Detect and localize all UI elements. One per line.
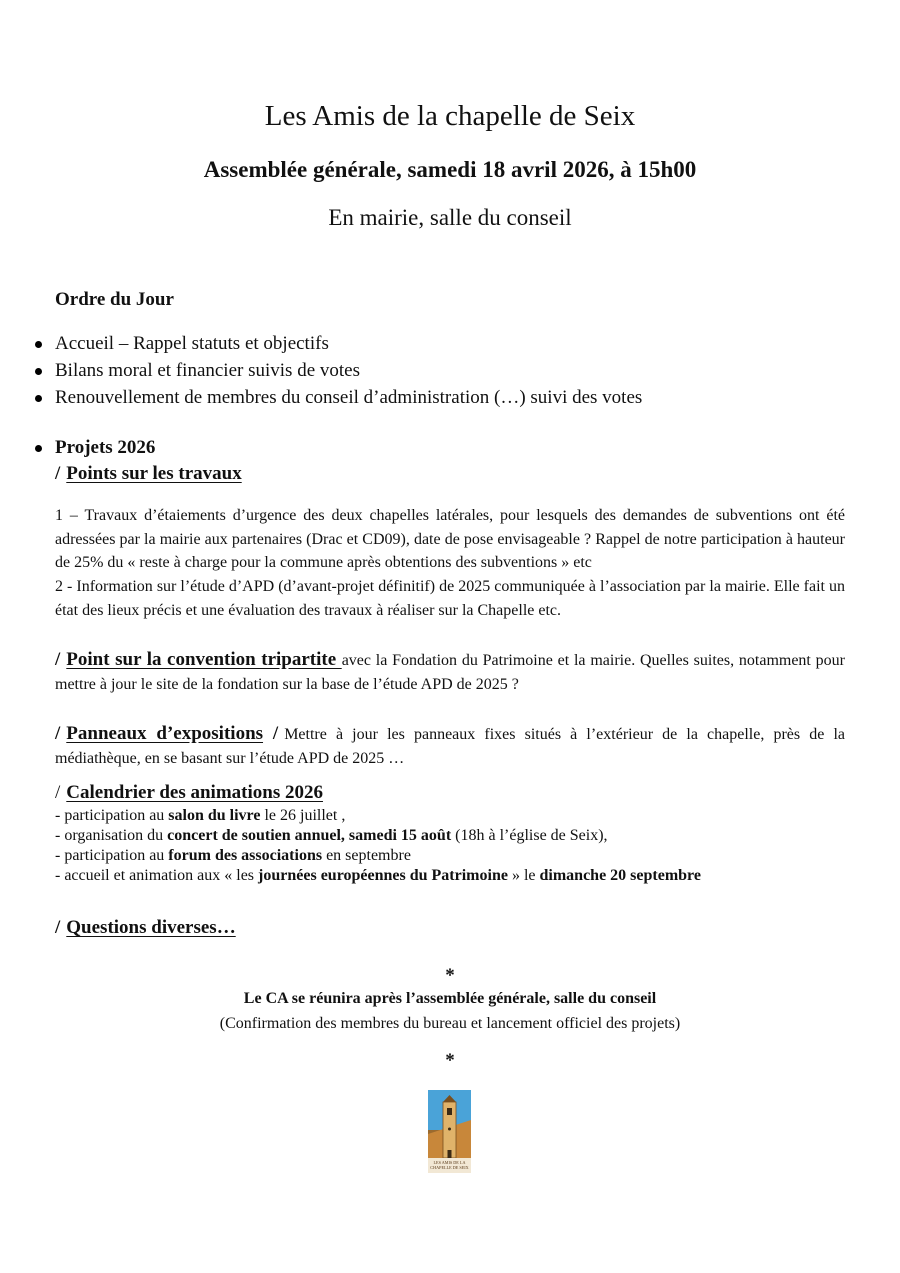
list-item xyxy=(55,846,701,866)
text-bold: salon du livre xyxy=(168,807,261,824)
text-bold: dimanche 20 septembre xyxy=(539,867,701,884)
convention-text: avec la Fondation du Patrimoine et la mairie. Quelles suites, notamment pour mettre à jour le site de la fondation sur la base de l’étude APD de 2025 ? xyxy=(55,652,846,693)
text-bold: forum des associations xyxy=(168,847,323,864)
list-item: Bilans moral et financier suivis de votes xyxy=(55,357,642,384)
document-title: Les Amis de la chapelle de Seix xyxy=(264,100,636,132)
section-title: Point sur la convention tripartite xyxy=(66,649,342,670)
projects-heading: Projets 2026 xyxy=(55,434,155,461)
travaux-paragraph-1: 1 – Travaux d’étaiements d’urgence des deux chapelles latérales, pour lesquels des demandes de subventions ont été adressées par la mairie aux partenaires (Drac et CD09), date de pose envisageable ? Rappel de notre participation à hauteur de 25% du « reste à charge pour la commune après obtentions des subventions » etc xyxy=(55,507,845,571)
text: - participation au xyxy=(55,807,169,824)
section-title: Points sur les travaux xyxy=(66,463,242,484)
slash-mark: / xyxy=(55,723,61,744)
separator-star: * xyxy=(445,1050,455,1071)
chapel-logo xyxy=(428,1090,471,1173)
section-travaux-heading xyxy=(55,461,242,487)
section-title: Panneaux d’expositions xyxy=(66,723,264,744)
slash-mark: / xyxy=(55,782,61,803)
section-calendrier xyxy=(55,780,701,886)
text: le 26 juillet , xyxy=(260,807,346,824)
separator-star: * xyxy=(445,965,455,986)
ca-notice-details: (Confirmation des membres du bureau et lancement officiel des projets) xyxy=(219,1015,681,1032)
text: - organisation du xyxy=(55,827,168,844)
list-item xyxy=(55,826,701,846)
list-item: Renouvellement de membres du conseil d’administration (…) suivi des votes xyxy=(55,384,642,411)
ca-notice: Le CA se réunira après l’assemblée générale, salle du conseil xyxy=(243,990,657,1007)
meeting-location: En mairie, salle du conseil xyxy=(328,205,572,230)
slash-mark: / xyxy=(272,723,279,744)
agenda-list xyxy=(55,330,642,411)
logo-text-2: CHAPELLE DE SEIX xyxy=(430,1165,469,1170)
section-convention xyxy=(55,647,845,697)
text: - participation au xyxy=(55,847,169,864)
section-questions xyxy=(55,915,236,941)
section-title: Questions diverses… xyxy=(66,917,236,938)
logo-text-1: LES AMIS DE LA xyxy=(433,1160,466,1165)
list-item: Accueil – Rappel statuts et objectifs xyxy=(55,330,642,357)
travaux-paragraph-2: 2 - Information sur l’étude d’APD (d’avant-projet définitif) de 2025 communiquée à l’association par la mairie. Elle fait un état des lieux précis et une évaluation des travaux à réaliser sur la Chapelle etc. xyxy=(55,578,845,619)
slash-mark: / xyxy=(55,649,61,670)
section-title: Calendrier des animations 2026 xyxy=(66,782,323,803)
slash-mark: / xyxy=(55,917,61,938)
list-item xyxy=(55,866,701,886)
text: » le xyxy=(507,867,540,884)
agenda-heading: Ordre du Jour xyxy=(55,289,174,310)
slash-mark: / xyxy=(55,463,61,484)
text-bold: concert de soutien annuel, samedi 15 août xyxy=(167,827,452,844)
text: (18h à l’église de Seix), xyxy=(451,827,608,844)
meeting-subtitle: Assemblée générale, samedi 18 avril 2026, à 15h00 xyxy=(203,157,697,182)
text: - accueil et animation aux « les xyxy=(55,867,259,884)
list-item xyxy=(55,806,701,826)
text: en septembre xyxy=(322,847,411,864)
panneaux-text: Mettre à jour les panneaux fixes situés à l’extérieur de la chapelle, près de la médiathèque, en se basant sur l’étude APD de 2025 … xyxy=(55,726,846,767)
text-bold: journées européennes du Patrimoine xyxy=(258,867,508,884)
section-panneaux xyxy=(55,721,845,771)
